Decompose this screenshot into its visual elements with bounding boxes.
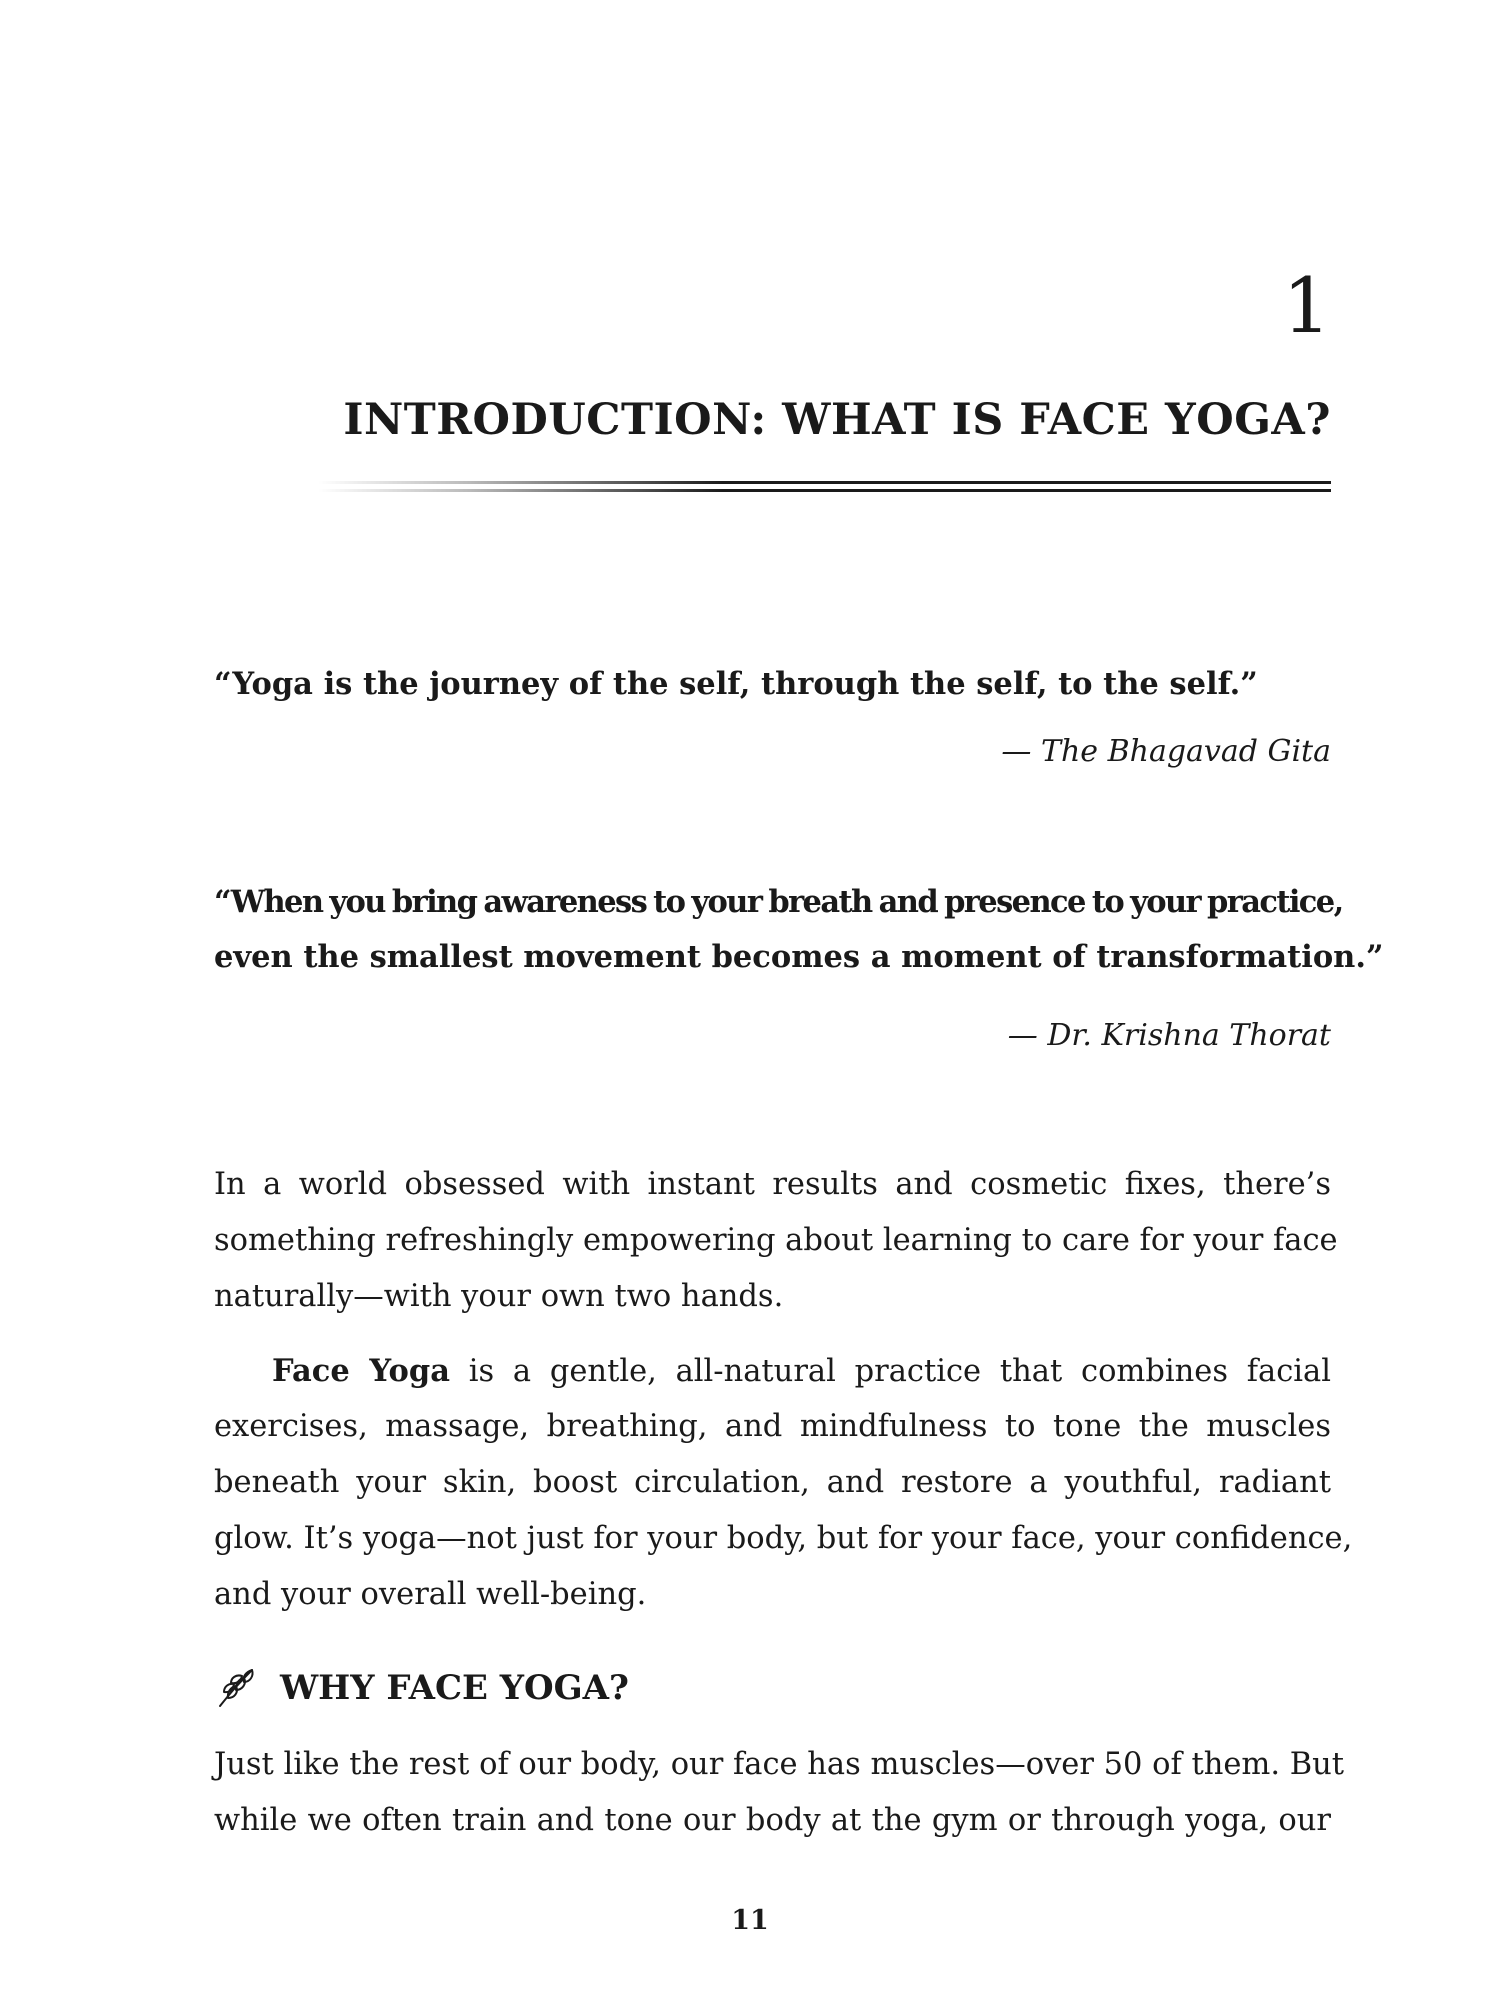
epigraph-attribution-1: — The Bhagavad Gita <box>1001 734 1331 769</box>
face-yoga-term: Face Yoga <box>272 1353 450 1389</box>
quote-line: even the smallest movement becomes a moment of transformation.” <box>214 939 1384 975</box>
body-paragraph-1 <box>214 1157 1338 1325</box>
paragraph-line: while we often train and tone our body at the gym or through yoga, our <box>214 1803 1331 1838</box>
body-paragraph-2 <box>214 1343 1353 1623</box>
rule-line-top <box>318 481 1331 484</box>
quote-line: “When you bring awareness to your breath and presence to your practice, <box>214 884 1343 920</box>
paragraph-line: In a world obsessed with instant results and cosmetic fixes, there’s <box>214 1167 1331 1202</box>
paragraph-line: naturally—with your own two hands. <box>214 1279 784 1314</box>
chapter-number: 1 <box>1282 261 1331 350</box>
section-heading-label: WHY FACE YOGA? <box>280 1668 629 1708</box>
leaf-icon <box>214 1666 258 1710</box>
paragraph-line: exercises, massage, breathing, and mindfulness to tone the muscles <box>214 1409 1331 1444</box>
chapter-title-rule <box>318 481 1331 495</box>
paragraph-first-line <box>214 1343 1331 1399</box>
paragraph-line: glow. It’s yoga—not just for your body, but for your face, your confidence, <box>214 1521 1353 1556</box>
rule-line-bottom <box>318 489 1331 492</box>
epigraph-quote-2 <box>214 875 1384 985</box>
page-number: 11 <box>731 1905 769 1936</box>
paragraph-line: and your overall well-being. <box>214 1577 647 1612</box>
paragraph-line: beneath your skin, boost circulation, and restore a youthful, radiant <box>214 1465 1331 1500</box>
paragraph-line: Just like the rest of our body, our face has muscles—over 50 of them. But <box>214 1747 1345 1782</box>
section-heading <box>214 1660 629 1716</box>
paragraph-line-rest: is a gentle, all-natural practice that combines facial <box>449 1354 1331 1389</box>
section-paragraph <box>214 1737 1345 1849</box>
epigraph-quote-1: “Yoga is the journey of the self, through the self, to the self.” <box>214 666 1258 702</box>
chapter-title: INTRODUCTION: WHAT IS FACE YOGA? <box>343 395 1331 445</box>
paragraph-line: something refreshingly empowering about learning to care for your face <box>214 1223 1338 1258</box>
epigraph-attribution-2: — Dr. Krishna Thorat <box>1007 1018 1331 1053</box>
